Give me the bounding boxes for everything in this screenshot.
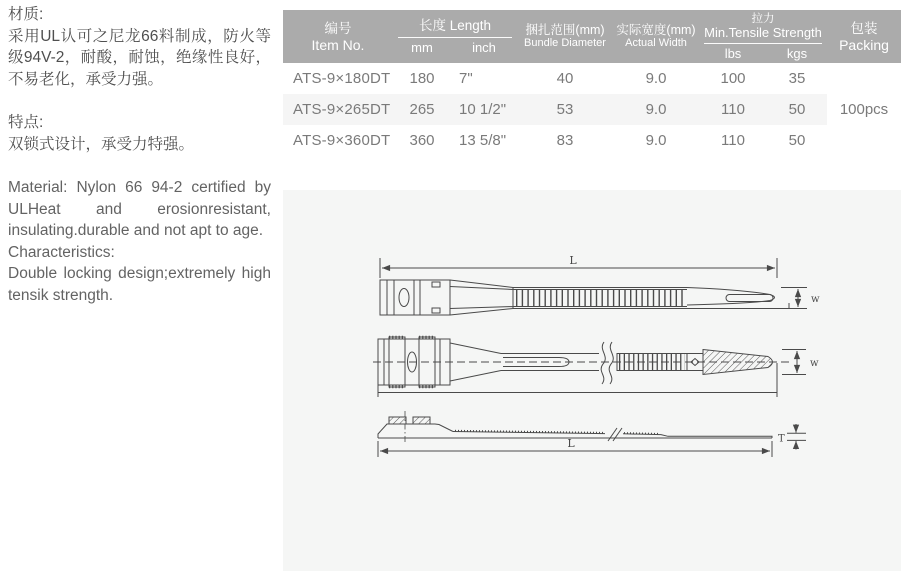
header-bundle-en: Bundle Diameter — [524, 37, 606, 49]
item-no-cell: ATS-9×265DT — [283, 94, 393, 125]
characteristics-en-body: Double locking design;extremely high tensik strength. — [8, 265, 271, 304]
tensile-lbs-cell: 100 — [720, 70, 746, 87]
header-bundle-diameter — [517, 10, 613, 63]
actual-width-cell: 9.0 — [645, 132, 667, 149]
length-dim-label: L — [569, 254, 577, 267]
length-inch-cell: 10 1/2" — [451, 94, 517, 125]
header-packing-en: Packing — [839, 36, 889, 53]
header-item-cn: 编号 — [324, 20, 352, 36]
header-actual-width — [613, 10, 699, 63]
table-row — [283, 125, 901, 156]
tensile-kgs-cell: 50 — [767, 94, 827, 125]
table-row — [283, 94, 901, 125]
header-packing-cn: 包装 — [850, 20, 878, 36]
top-view-drawing — [380, 254, 820, 315]
tensile-lbs-cell: 110 — [721, 132, 745, 149]
length-mm-cell: 265 — [393, 94, 451, 125]
header-width-en: Actual Width — [625, 37, 687, 49]
length-dim-label: L — [567, 437, 575, 450]
header-width-cn: 实际宽度(mm) — [616, 23, 696, 37]
packing-cell — [827, 63, 901, 94]
material-en-paragraph: Material: Nylon 66 94-2 certified by ULHeat and erosionresistant, insulating.durable and not apt to age. — [8, 179, 271, 239]
tensile-kgs-cell: 35 — [788, 70, 806, 87]
bundle-diameter-cell: 40 — [556, 70, 574, 87]
length-mm-cell: 360 — [409, 132, 435, 149]
table-header — [283, 10, 901, 63]
length-inch-cell: 13 5/8" — [459, 132, 507, 149]
header-tensile-group — [699, 10, 827, 63]
header-item-en: Item No. — [311, 36, 365, 53]
thickness-dim-label: T — [778, 433, 785, 445]
plan-view-drawing — [373, 337, 819, 397]
actual-width-cell: 9.0 — [645, 70, 667, 87]
tensile-lbs-cell: 110 — [699, 94, 767, 125]
header-bundle-cn: 捆扎范围(mm) — [525, 23, 605, 37]
actual-width-cell: 9.0 — [613, 94, 699, 125]
length-inch-cell: 7" — [459, 70, 473, 87]
english-description-block — [8, 177, 271, 306]
header-length-group — [393, 10, 517, 63]
header-length-rule — [398, 37, 512, 38]
header-sub-kgs: kgs — [786, 45, 808, 61]
item-no-cell: ATS-9×180DT — [293, 70, 391, 87]
header-sub-mm: mm — [411, 40, 433, 55]
header-tensile-en: Min.Tensile Strength — [704, 24, 822, 40]
features-cn-body: 双锁式设计，承受力特强。 — [8, 135, 195, 153]
cable-tie-technical-drawings — [283, 190, 901, 571]
spec-table — [283, 10, 901, 156]
width-dim-label: w — [810, 358, 819, 369]
material-cn-block — [8, 4, 271, 90]
header-length-label: 长度 Length — [418, 18, 492, 33]
header-sub-inch: inch — [472, 40, 496, 55]
header-tensile-cn: 拉力 — [751, 12, 775, 25]
tensile-kgs-cell: 50 — [788, 132, 806, 149]
header-item-no — [283, 10, 393, 63]
material-cn-body: 采用UL认可之尼龙66料制成，防火等级94V-2，耐酸，耐蚀，绝缘性良好，不易老化，承受力强。 — [8, 27, 271, 88]
header-sub-lbs: lbs — [724, 45, 742, 61]
header-tensile-sub — [699, 46, 827, 61]
header-length-sub — [393, 40, 517, 55]
features-cn-block — [8, 112, 271, 155]
header-packing — [827, 10, 901, 63]
side-view-drawing — [378, 411, 806, 457]
drawing-panel — [283, 190, 901, 571]
bundle-diameter-cell: 83 — [556, 132, 574, 149]
table-row — [283, 63, 901, 94]
length-mm-cell: 180 — [409, 70, 435, 87]
width-dim-label: w — [811, 294, 820, 305]
characteristics-en-title: Characteristics: — [8, 243, 115, 261]
packing-cell — [827, 125, 901, 156]
material-cn-title: 材质: — [8, 6, 44, 23]
header-tensile-rule — [704, 43, 822, 44]
item-no-cell: ATS-9×360DT — [293, 132, 391, 149]
features-cn-title: 特点: — [8, 114, 44, 131]
packing-cell: 100pcs — [839, 101, 889, 118]
left-text-panel — [8, 4, 271, 328]
bundle-diameter-cell: 53 — [517, 94, 613, 125]
